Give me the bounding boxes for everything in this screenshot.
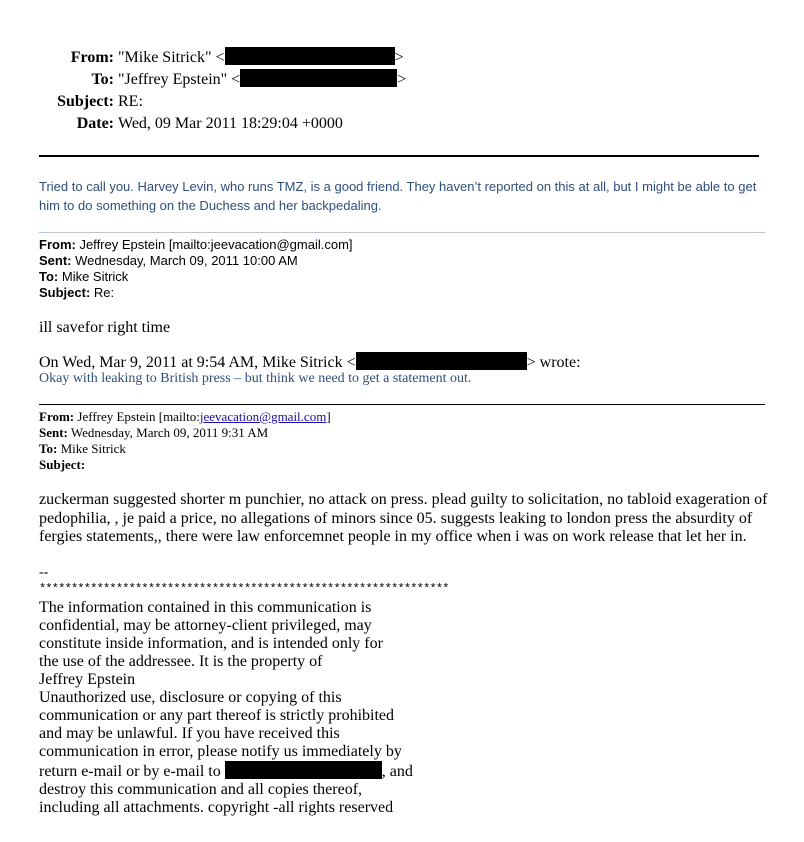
quoted2-from-prefix: Jeffrey Epstein [mailto: bbox=[74, 409, 200, 424]
disclaimer-line: and may be unlawful. If you have received this bbox=[39, 725, 340, 742]
to-label: To: bbox=[91, 71, 114, 88]
on-wrote-prefix: On Wed, Mar 9, 2011 at 9:54 AM, Mike Sitrick < bbox=[39, 354, 356, 371]
quoted1-subject-label: Subject: bbox=[39, 285, 91, 300]
quoted2-from-label: From: bbox=[39, 409, 75, 424]
quoted1-subject-row bbox=[39, 285, 353, 301]
disclaimer-line bbox=[39, 761, 413, 781]
quoted1-to-value: Mike Sitrick bbox=[58, 269, 129, 284]
disclaimer-line10-suffix: , and bbox=[381, 763, 413, 780]
header-from-row bbox=[0, 47, 406, 69]
quoted2-to-value: Mike Sitrick bbox=[57, 441, 126, 456]
to-value: "Jeffrey Epstein" < bbox=[118, 71, 241, 88]
quoted1-from-value: Jeffrey Epstein [mailto:jeevacation@gmail.com] bbox=[75, 237, 353, 252]
quoted1-from-row bbox=[39, 237, 353, 253]
disclaimer-line10-prefix: return e-mail or by e-mail to bbox=[39, 763, 225, 780]
disclaimer-line: The information contained in this communication is bbox=[39, 599, 372, 616]
quoted1-from-label: From: bbox=[39, 237, 76, 252]
quoted1-body: ill savefor right time bbox=[39, 319, 171, 336]
on-wrote-suffix: > wrote: bbox=[526, 354, 581, 371]
quoted-header-1 bbox=[39, 237, 353, 301]
signature-stars: **************************************************************** bbox=[39, 582, 449, 596]
quoted2-subject-label: Subject: bbox=[39, 457, 86, 472]
close-bracket: > bbox=[394, 49, 404, 66]
quoted2-sent-value: Wednesday, March 09, 2011 9:31 AM bbox=[67, 425, 269, 440]
quoted-divider bbox=[39, 404, 765, 405]
header-date-row bbox=[0, 113, 406, 135]
redaction-box bbox=[225, 47, 395, 65]
reply-divider bbox=[39, 232, 765, 233]
redaction-box bbox=[225, 761, 382, 779]
disclaimer-line: including all attachments. copyright -all rights reserved bbox=[39, 799, 394, 816]
quoted1-subject-value: Re: bbox=[90, 285, 115, 300]
quoted2-sent-label: Sent: bbox=[39, 425, 68, 440]
header-to-row bbox=[0, 69, 406, 91]
header-subject-row bbox=[0, 91, 406, 113]
quoted-header-2 bbox=[39, 409, 331, 473]
quoted1-sent-value: Wednesday, March 09, 2011 10:00 AM bbox=[71, 253, 298, 268]
disclaimer-line: the use of the addressee. It is the property of bbox=[39, 653, 323, 670]
disclaimer bbox=[39, 599, 413, 817]
disclaimer-line: destroy this communication and all copies thereof, bbox=[39, 781, 363, 798]
subject-label: Subject: bbox=[57, 93, 114, 110]
quoted1-to-row bbox=[39, 269, 353, 285]
quoted1-sent-row bbox=[39, 253, 353, 269]
quoted2-from-row bbox=[39, 409, 331, 425]
disclaimer-line: communication in error, please notify us immediately by bbox=[39, 743, 402, 760]
disclaimer-line: constitute inside information, and is intended only for bbox=[39, 635, 383, 652]
email-header bbox=[0, 47, 406, 135]
disclaimer-line: communication or any part thereof is strictly prohibited bbox=[39, 707, 395, 724]
reply-text: Tried to call you. Harvey Levin, who runs TMZ, is a good friend. They haven’t reported on this at all, but I might be able to get him to do something on the Duchess and her backpedaling. bbox=[39, 179, 757, 213]
quoted1-sent-label: Sent: bbox=[39, 253, 72, 268]
disclaimer-line: confidential, may be attorney-client privileged, may bbox=[39, 617, 372, 634]
body-paragraph: zuckerman suggested shorter m punchier, no attack on press. plead guilty to solicitation, no tabloid exageration of pedophilia, , je paid a price, no allegations of minors since 05. suggests leaking to london press the absurdity of fergies statements,, there were law enforcemnet people in my office when i was on work release that let her in. bbox=[39, 491, 768, 545]
on-wrote-line bbox=[39, 352, 581, 373]
quoted2-sent-row bbox=[39, 425, 331, 441]
quoted1-to-label: To: bbox=[39, 269, 59, 284]
disclaimer-line: Jeffrey Epstein bbox=[39, 671, 136, 688]
close-bracket: > bbox=[397, 71, 407, 88]
disclaimer-line: Unauthorized use, disclosure or copying of this bbox=[39, 689, 342, 706]
quoted2-to-label: To: bbox=[39, 441, 58, 456]
from-label: From: bbox=[70, 49, 114, 66]
redaction-box bbox=[240, 69, 397, 87]
date-value: Wed, 09 Mar 2011 18:29:04 +0000 bbox=[118, 115, 343, 132]
quoted-blue-text: Okay with leaking to British press – but think we need to get a statement out. bbox=[39, 371, 472, 386]
subject-value: RE: bbox=[118, 93, 143, 110]
signature-dashes: -- bbox=[39, 565, 49, 580]
quoted2-from-suffix: ] bbox=[326, 409, 331, 424]
from-value: "Mike Sitrick" < bbox=[118, 49, 225, 66]
quoted2-to-row bbox=[39, 441, 331, 457]
date-label: Date: bbox=[76, 115, 114, 132]
email-link[interactable]: jeevacation@gmail.com bbox=[199, 409, 327, 424]
quoted2-subject-row bbox=[39, 457, 331, 473]
header-divider bbox=[39, 155, 759, 157]
redaction-box bbox=[356, 352, 527, 370]
